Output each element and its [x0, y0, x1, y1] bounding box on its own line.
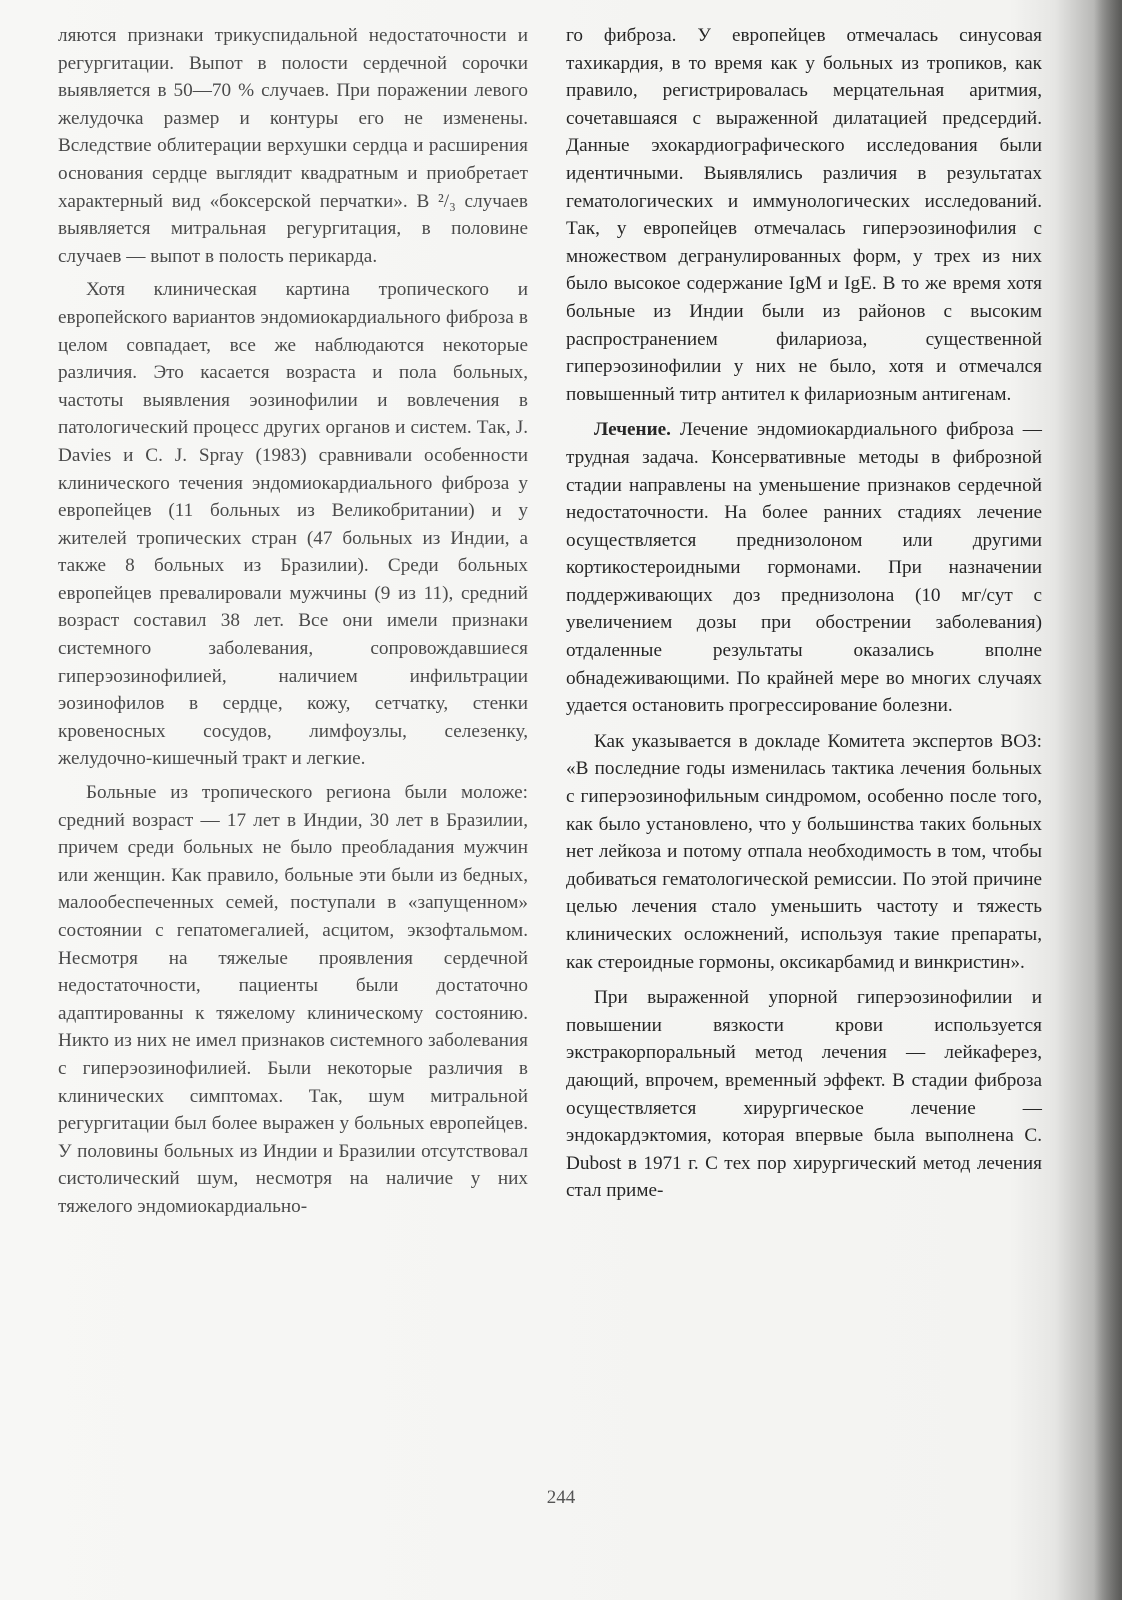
left-text-column — [58, 22, 528, 1227]
paragraph-treatment-body: Лечение эндомиокардиального фиброза — трудная задача. Консервативные методы в фиброзной стадии направлены на уменьшение признаков сердечной недостаточности. На более ранних стадиях лечение осуществляется преднизолоном или другими кортикостероидными гормонами. При назначении поддерживающих доз преднизолона (10 мг/сут с увеличением дозы при обострении заболевания) отдаленные результаты оказались вполне обнадеживающими. По крайней мере во многих случаях удается остановить прогрессирование болезни. — [566, 419, 1042, 717]
page-number: 244 — [546, 1487, 576, 1508]
section-heading-treatment: Лечение. — [594, 419, 671, 441]
paragraph-continuation: ляются признаки трикуспидальной недостаточности и регургитации. Выпот в полости сердечной сорочки выявляется в 50—70 % случаев. При поражении левого желудочка размер и контуры его не изменены. Вследствие облитерации верхушки сердца и расширения основания сердце выглядит квадратным и приобретает характерный вид «боксерской перчатки». В ²/₃ случаев выявляется митральная регургитация, в половине случаев — выпот в полость перикарда. — [58, 25, 528, 267]
paragraph-clinical-differences: Хотя клиническая картина тропического и европейского вариантов эндомиокардиального фиброза в целом совпадает, все же наблюдаются некоторые различия. Это касается возраста и пола больных, частоты выявления эозинофилии и вовлечения в патологический процесс других органов и систем. Так, J. Davies и C. J. Spray (1983) сравнивали особенности клинического течения эндомиокардиального фиброза у европейцев (11 больных из Великобритании) и у жителей тропических стран (47 больных из Индии, а также 8 больных из Бразилии). Среди больных европейцев превалировали мужчины (9 из 11), средний возраст составил 38 лет. Все они имели признаки системного заболевания, сопровождавшиеся гиперэозинофилией, наличием инфильтрации эозинофилов в сердце, кожу, сетчатку, стенки кровеносных сосудов, лимфоузлы, селезенку, желудочно-кишечный тракт и легкие. — [58, 279, 528, 770]
paragraph-surgery: При выраженной упорной гиперэозинофилии и повышении вязкости крови используется экстракорпоральный метод лечения — лейкаферез, дающий, впрочем, временный эффект. В стадии фиброза осуществляется хирургическое лечение — эндокардэктомия, которая впервые была выполнена C. Dubost в 1971 г. С тех пор хирургический метод лечения стал приме- — [566, 987, 1042, 1202]
book-spine-shadow — [1094, 0, 1122, 1600]
paragraph-treatment — [566, 416, 1042, 720]
paragraph-who-report: Как указывается в докладе Комитета экспертов ВОЗ: «В последние годы изменилась тактика лечения больных с гиперэозинофильным синдромом, особенно после того, как было установлено, что у большинства таких больных нет лейкоза и потому отпала необходимость в том, чтобы добиваться гематологической ремиссии. По этой причине целью лечения стало уменьшить частоту и тяжесть клинических осложнений, используя такие препараты, как стероидные гормоны, оксикарбамид и винкристин». — [566, 730, 1042, 973]
right-text-column — [566, 22, 1042, 1211]
paragraph-continuation-right: го фиброза. У европейцев отмечалась синусовая тахикардия, в то время как у больных из тропиков, как правило, регистрировалась мерцательная аритмия, сочетавшаяся с выраженной дилатацией предсердий. Данные эхокардиографического исследования были идентичными. Выявлялись различия в результатах гематологических и иммунологических исследований. Так, у европейцев отмечалась гиперэозинофилия с множеством дегранулированных форм, у трех из них было высокое содержание IgM и IgE. В то же время хотя больные из Индии были из районов с высоким распространением филариоза, существенной гиперэозинофилии у них не было, хотя и отмечался повышенный титр антител к филариозным антигенам. — [566, 25, 1042, 405]
paragraph-tropical-patients: Больные из тропического региона были моложе: средний возраст — 17 лет в Индии, 30 лет в Бразилии, причем среди больных не было преобладания мужчин или женщин. Как правило, больные эти были из бедных, малообеспеченных семей, поступали в «запущенном» состоянии с гепатомегалией, асцитом, экзофтальмом. Несмотря на тяжелые проявления сердечной недостаточности, пациенты были достаточно адаптированны к тяжелому клиническому состоянию. Никто из них не имел признаков системного заболевания с гиперэозинофилией. Были некоторые различия в клинических симптомах. Так, шум митральной регургитации был более выражен у больных европейцев. У половины больных из Индии и Бразилии отсутствовал систолический шум, несмотря на наличие у них тяжелого эндомиокардиально- — [58, 782, 528, 1217]
